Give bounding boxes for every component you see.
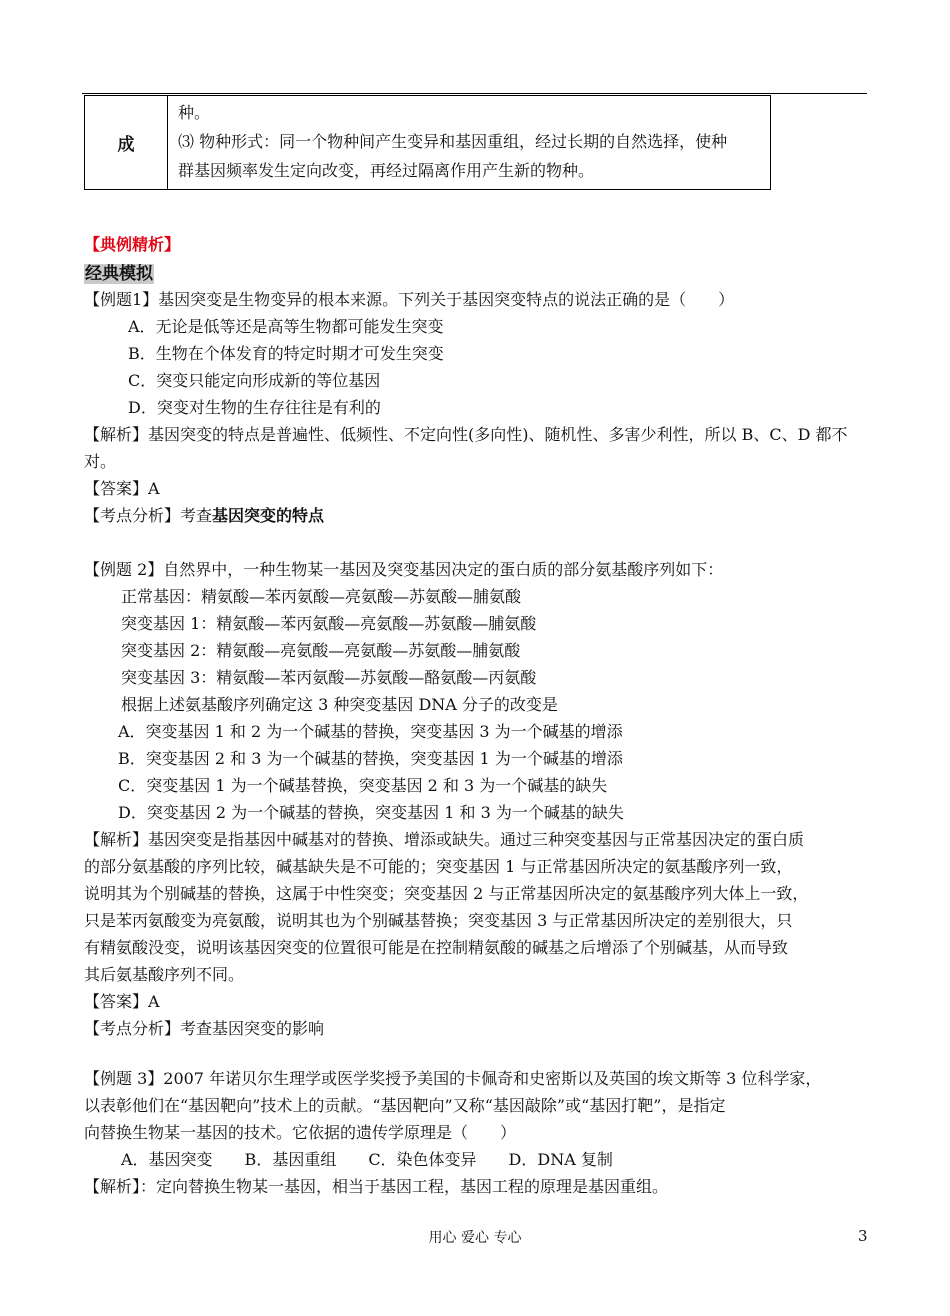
ex1-question: 【例题1】基因突变是生物变异的根本来源。下列关于基因突变特点的说法正确的是（ ） xyxy=(84,290,735,309)
ex1-analysis-line: 【解析】基因突变的特点是普遍性、低频性、不定向性(多向性)、随机性、多害少利性，所以 B、C、D 都不 xyxy=(84,425,848,444)
table-line: 群基因频率发生定向改变，再经过隔离作用产生新的物种。 xyxy=(178,161,595,180)
ex2-sequence: 正常基因：精氨酸—苯丙氨酸—亮氨酸—苏氨酸—脯氨酸 xyxy=(121,587,522,606)
ex2-analysis-line: 其后氨基酸序列不同。 xyxy=(84,965,245,984)
table-line: 种。 xyxy=(178,103,211,122)
ex2-analysis-line: 只是苯丙氨酸变为亮氨酸，说明其也为个别碱基替换；突变基因 3 与正常基因所决定的差别很大，只 xyxy=(84,911,793,930)
ex1-option-b: B．生物在个体发育的特定时期才可发生突变 xyxy=(128,344,444,363)
table-row-label: 成 xyxy=(85,96,168,190)
ex1-analysis-line: 对。 xyxy=(84,452,117,471)
ex3-question-line: 以表彰他们在“基因靶向”技术上的贡献。“基因靶向”又称“基因敲除”或“基因打靶”，是指定 xyxy=(84,1096,726,1115)
table-row xyxy=(85,96,771,190)
ex1-point-prefix: 【考点分析】考查 xyxy=(84,506,213,525)
ex2-sequence: 突变基因 1：精氨酸—苯丙氨酸—亮氨酸—苏氨酸—脯氨酸 xyxy=(121,614,537,633)
ex3-question-line: 【例题 3】2007 年诺贝尔生理学或医学奖授予美国的卡佩奇和史密斯以及英国的埃文斯等 3 位科学家， xyxy=(84,1069,822,1088)
ex2-sequence: 根据上述氨基酸序列确定这 3 种突变基因 DNA 分子的改变是 xyxy=(121,695,558,714)
ex2-analysis-line: 说明其为个别碱基的替换，这属于中性突变；突变基因 2 与正常基因所决定的氨基酸序列大体上一致， xyxy=(84,884,809,903)
ex1-option-c: C．突变只能定向形成新的等位基因 xyxy=(128,371,381,390)
table-line: ⑶ 物种形式：同一个物种间产生变异和基因重组，经过长期的自然选择，使种 xyxy=(178,132,728,151)
ex2-answer: 【答案】A xyxy=(84,992,160,1011)
ex2-question: 【例题 2】自然界中，一种生物某一基因及突变基因决定的蛋白质的部分氨基酸序列如下： xyxy=(84,560,724,579)
ex1-point-analysis xyxy=(84,503,324,526)
ex2-option-c: C．突变基因 1 为一个碱基替换，突变基因 2 和 3 为一个碱基的缺失 xyxy=(118,776,608,795)
subsection-title-wrap xyxy=(84,259,154,284)
ex2-point-analysis: 【考点分析】考查基因突变的影响 xyxy=(84,1019,325,1038)
ex2-option-d: D．突变基因 2 为一个碱基的替换，突变基因 1 和 3 为一个碱基的缺失 xyxy=(118,803,624,822)
ex3-question-line: 向替换生物某一基因的技术。它依据的遗传学原理是（ ） xyxy=(84,1123,517,1142)
subsection-title: 经典模拟 xyxy=(85,264,153,284)
ex1-point-bold: 基因突变的特点 xyxy=(212,506,325,525)
ex1-answer: 【答案】A xyxy=(84,479,160,498)
page-footer: 用心 爱心 专心 xyxy=(428,1230,522,1246)
ex2-analysis-line: 有精氨酸没变，说明该基因突变的位置很可能是在控制精氨酸的碱基之后增添了个别碱基，从而导致 xyxy=(84,938,789,957)
ex2-analysis-line: 【解析】基因突变是指基因中碱基对的替换、增添或缺失。通过三种突变基因与正常基因决定的蛋白质 xyxy=(84,830,805,849)
section-title: 【典例精析】 xyxy=(84,235,181,254)
ex2-sequence: 突变基因 3：精氨酸—苯丙氨酸—苏氨酸—酪氨酸—丙氨酸 xyxy=(121,668,537,687)
ex2-sequence: 突变基因 2：精氨酸—亮氨酸—亮氨酸—苏氨酸—脯氨酸 xyxy=(121,641,521,660)
page-number: 3 xyxy=(858,1227,868,1245)
ex3-options: A．基因突变 B．基因重组 C．染色体变异 D．DNA 复制 xyxy=(121,1150,613,1169)
ex2-option-a: A．突变基因 1 和 2 为一个碱基的替换，突变基因 3 为一个碱基的增添 xyxy=(118,722,623,741)
ex3-analysis: 【解析】：定向替换生物某一基因，相当于基因工程，基因工程的原理是基因重组。 xyxy=(84,1177,669,1196)
ex2-analysis-line: 的部分氨基酸的序列比较，碱基缺失是不可能的；突变基因 1 与正常基因所决定的氨基酸序列一致， xyxy=(84,857,793,876)
ex2-option-b: B．突变基因 2 和 3 为一个碱基的替换，突变基因 1 为一个碱基的增添 xyxy=(118,749,623,768)
ex1-option-a: A．无论是低等还是高等生物都可能发生突变 xyxy=(128,317,444,336)
summary-table xyxy=(84,95,771,190)
header-rule xyxy=(82,93,867,94)
table-row-content xyxy=(168,96,771,190)
ex1-option-d: D．突变对生物的生存往往是有利的 xyxy=(128,398,381,417)
